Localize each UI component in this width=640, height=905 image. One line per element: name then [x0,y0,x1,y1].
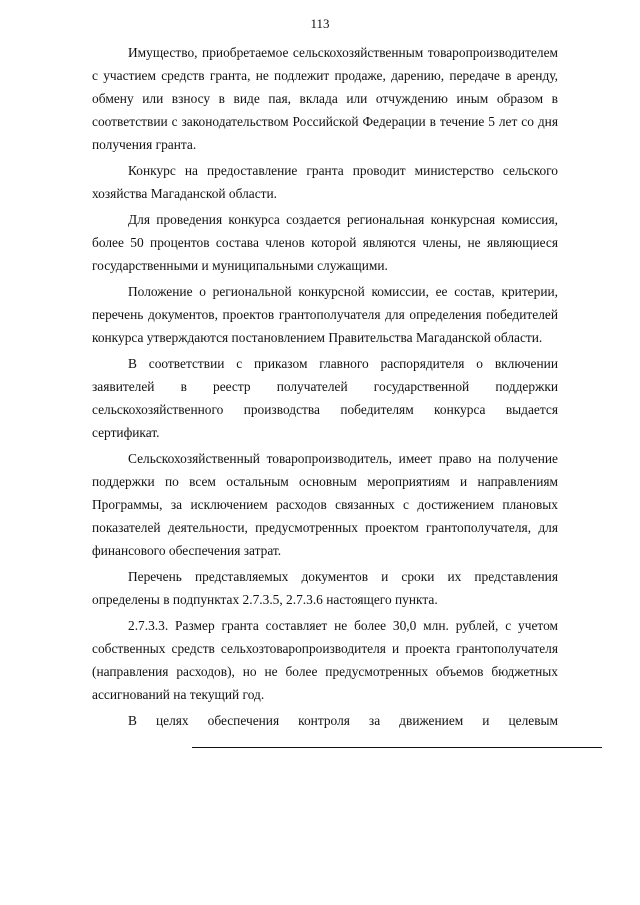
paragraph-control-start: В целях обеспечения контроля за движением и целевым [128,713,558,728]
paragraph-documents-list: Перечень представляемых документов и сроки их представления определены в подпунктах 2.7.3.5, 2.7.3.6 настоящего пункта. [92,569,558,607]
paragraph-commission-composition: Для проведения конкурса создается региональная конкурсная комиссия, более 50 процентов состава членов которой являются члены, не являющиеся государственными и муниципальными служащими. [92,212,558,273]
paragraph-commission-regulation: Положение о региональной конкурсной комиссии, ее состав, критерии, перечень документов, проектов грантополучателя для определения победителей конкурса утверждаются постановлением Правительства Магаданской области. [92,284,558,345]
paragraph-property-restrictions: Имущество, приобретаемое сельскохозяйственным товаропроизводителем с участием средств гранта, не подлежит продаже, дарению, передаче в аренду, обмену или взносу в виде пая, вклада или отчуждению иным образом в соответствии с законодательством Российской Федерации в течение 5 лет со дня получения гранта. [92,45,558,152]
paragraph-producer-rights: Сельскохозяйственный товаропроизводитель, имеет право на получение поддержки по всем остальным основным мероприятиям и направлениям Программы, за исключением расходов связанных с достижением плановых показателей деятельности, предусмотренных проектом грантополучателя, для финансового обеспечения затрат. [92,451,558,558]
paragraph-certificate-issuance: В соответствии с приказом главного распорядителя о включении заявителей в реестр получателей государственной поддержки сельскохозяйственного производства победителям конкурса выдается сертификат. [92,356,558,440]
paragraph-grant-size: 2.7.3.3. Размер гранта составляет не более 30,0 млн. рублей, с учетом собственных средств сельхозтоваропроизводителя и проекта грантополучателя (направления расходов), но не более предусмотренных объемов бюджетных ассигнований на текущий год. [92,618,558,702]
paragraph-contest-organizer: Конкурс на предоставление гранта проводит министерство сельского хозяйства Магаданской области. [92,163,558,201]
body-text [92,41,558,735]
footer-rule [192,747,602,748]
page-number: 113 [310,16,330,31]
